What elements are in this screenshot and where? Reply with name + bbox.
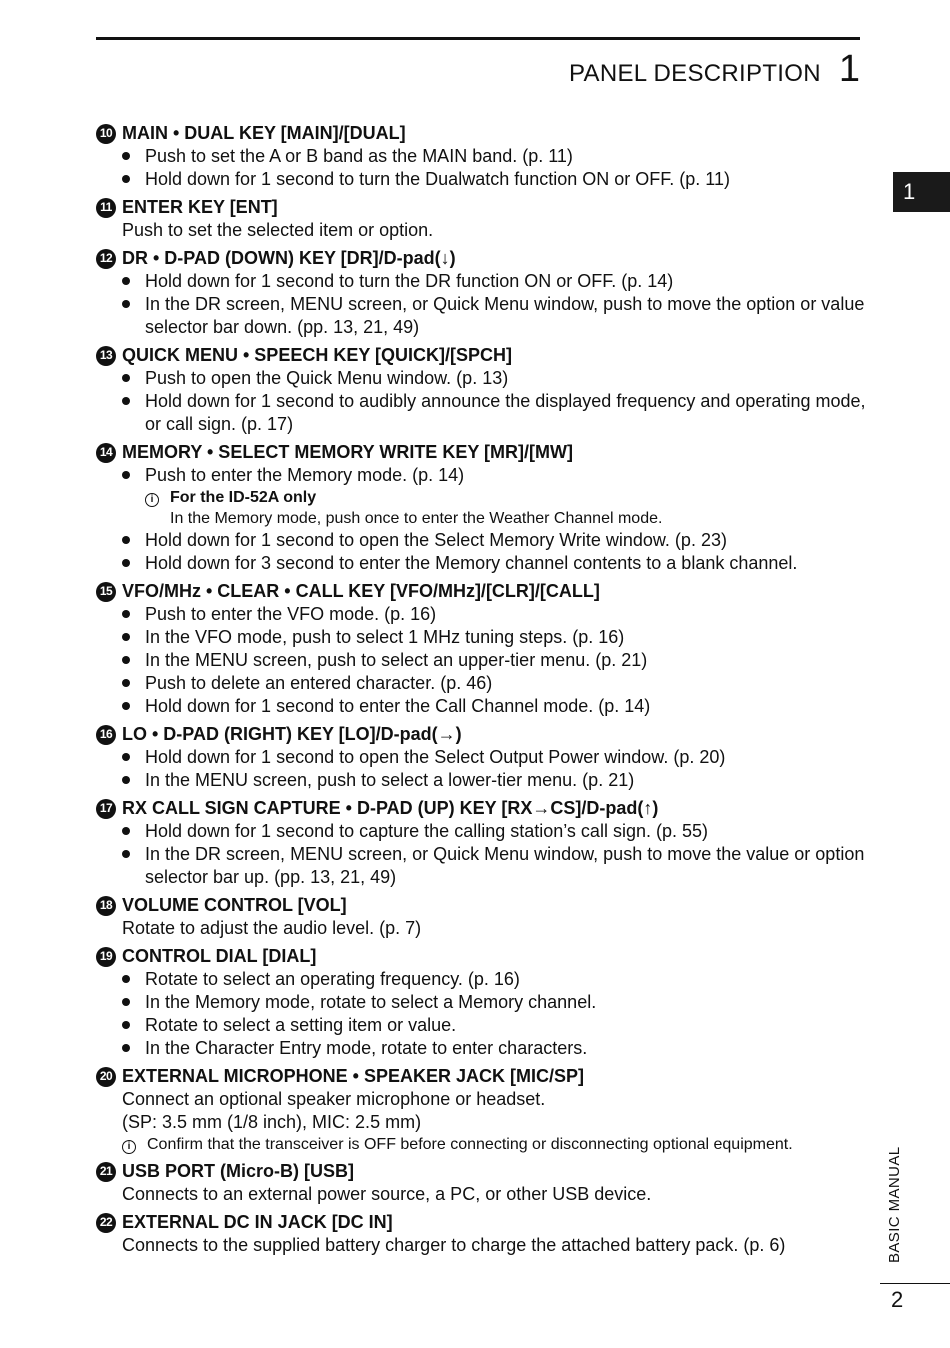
- bullet-text: Hold down for 3 second to enter the Memory channel contents to a blank channel.: [145, 553, 798, 573]
- item-text: Push to set the selected item or option.: [122, 220, 434, 240]
- bullet-text: Hold down for 1 second to enter the Call Channel mode. (p. 14): [145, 696, 651, 716]
- section-title: PANEL DESCRIPTION: [569, 60, 821, 87]
- bullet-text: Push to open the Quick Menu window. (p. 13): [145, 368, 509, 388]
- item-title: EXTERNAL DC IN JACK [DC IN]: [122, 1212, 393, 1232]
- bullet-text: Hold down for 1 second to audibly announce the displayed frequency and operating mode, or call sign. (p. 17): [145, 391, 866, 434]
- item-title: VOLUME CONTROL [VOL]: [122, 895, 347, 915]
- bullet-text: Push to set the A or B band as the MAIN band. (p. 11): [145, 146, 573, 166]
- item-number-badge: 19: [96, 947, 116, 967]
- bullet-icon: [122, 746, 145, 769]
- bullet-icon: [122, 270, 145, 293]
- bullet-text: Push to enter the Memory mode. (p. 14): [145, 465, 465, 485]
- item-number-badge: 16: [96, 725, 116, 745]
- bullet-text: In the Character Entry mode, rotate to enter characters.: [145, 1038, 588, 1058]
- panel-description-list: [96, 122, 866, 1262]
- bullet-icon: [122, 991, 145, 1014]
- page-number: 2: [891, 1287, 904, 1312]
- bullet-icon: [122, 1037, 145, 1060]
- bullet-icon: [122, 769, 145, 792]
- bullet-text: In the MENU screen, push to select an upper-tier menu. (p. 21): [145, 650, 648, 670]
- bullet-text: In the MENU screen, push to select a lower-tier menu. (p. 21): [145, 770, 635, 790]
- info-icon: i: [122, 1140, 136, 1154]
- item-title: RX CALL SIGN CAPTURE • D-PAD (UP) KEY [RX→CS]/D-pad(↑): [122, 798, 659, 818]
- bullet-icon: [122, 1014, 145, 1037]
- item-number-badge: 17: [96, 799, 116, 819]
- item-title: VFO/MHz • CLEAR • CALL KEY [VFO/MHz]/[CLR]/[CALL]: [122, 581, 600, 601]
- note-text: In the Memory mode, push once to enter the Weather Channel mode.: [170, 510, 663, 527]
- bullet-text: In the VFO mode, push to select 1 MHz tuning steps. (p. 16): [145, 627, 625, 647]
- model-note: [145, 487, 866, 529]
- item-title: CONTROL DIAL [DIAL]: [122, 946, 317, 966]
- bullet-icon: [122, 464, 145, 487]
- item-number-badge: 12: [96, 249, 116, 269]
- list-item: [96, 797, 866, 889]
- bullet-text: Hold down for 1 second to turn the DR function ON or OFF. (p. 14): [145, 271, 674, 291]
- item-text: Rotate to adjust the audio level. (p. 7): [122, 918, 422, 938]
- list-item: [96, 1160, 866, 1206]
- note-title: For the ID-52A only: [170, 489, 317, 506]
- bullet-icon: [122, 293, 145, 339]
- bullet-icon: [122, 626, 145, 649]
- item-number-badge: 18: [96, 896, 116, 916]
- list-item: [96, 1211, 866, 1257]
- list-item: [96, 1065, 866, 1155]
- footer-rule: [880, 1283, 950, 1284]
- bullet-icon: [122, 649, 145, 672]
- item-title: QUICK MENU • SPEECH KEY [QUICK]/[SPCH]: [122, 345, 512, 365]
- bullet-text: Hold down for 1 second to capture the calling station’s call sign. (p. 55): [145, 821, 708, 841]
- bullet-icon: [122, 529, 145, 552]
- item-title: DR • D-PAD (DOWN) KEY [DR]/D-pad(↓): [122, 248, 456, 268]
- item-title: EXTERNAL MICROPHONE • SPEAKER JACK [MIC/SP]: [122, 1066, 585, 1086]
- info-icon: i: [145, 493, 159, 507]
- list-item: [96, 344, 866, 436]
- item-title: MAIN • DUAL KEY [MAIN]/[DUAL]: [122, 123, 406, 143]
- item-text: Connect an optional speaker microphone or headset.: [122, 1089, 546, 1109]
- item-number-badge: 21: [96, 1162, 116, 1182]
- manual-label: BASIC MANUAL: [886, 1146, 903, 1263]
- item-title: ENTER KEY [ENT]: [122, 197, 278, 217]
- bullet-text: In the DR screen, MENU screen, or Quick Menu window, push to move the value or option selector bar up. (pp. 13, 21, 49): [145, 844, 865, 887]
- item-number-badge: 20: [96, 1067, 116, 1087]
- header-rule: [96, 37, 860, 40]
- list-item: [96, 894, 866, 940]
- item-number-badge: 10: [96, 124, 116, 144]
- item-text: (SP: 3.5 mm (1/8 inch), MIC: 2.5 mm): [122, 1112, 422, 1132]
- bullet-text: Hold down for 1 second to open the Select Output Power window. (p. 20): [145, 747, 726, 767]
- chapter-tab: 1: [893, 172, 950, 212]
- bullet-text: In the Memory mode, rotate to select a Memory channel.: [145, 992, 597, 1012]
- bullet-text: Push to delete an entered character. (p. 46): [145, 673, 493, 693]
- bullet-text: Hold down for 1 second to turn the Dualwatch function ON or OFF. (p. 11): [145, 169, 730, 189]
- bullet-icon: [122, 168, 145, 191]
- list-item: [96, 945, 866, 1060]
- bullet-icon: [122, 367, 145, 390]
- bullet-icon: [122, 820, 145, 843]
- item-number-badge: 22: [96, 1213, 116, 1233]
- bullet-text: Rotate to select a setting item or value.: [145, 1015, 457, 1035]
- item-number-badge: 11: [96, 198, 116, 218]
- list-item: [96, 580, 866, 718]
- list-item: [96, 196, 866, 242]
- list-item: [96, 441, 866, 575]
- list-item: [96, 247, 866, 339]
- bullet-icon: [122, 843, 145, 889]
- page-header: [569, 48, 860, 91]
- caution-note: [122, 1134, 866, 1155]
- bullet-icon: [122, 695, 145, 718]
- item-number-badge: 13: [96, 346, 116, 366]
- bullet-icon: [122, 672, 145, 695]
- chapter-number: 1: [838, 48, 860, 90]
- bullet-text: Hold down for 1 second to open the Select Memory Write window. (p. 23): [145, 530, 727, 550]
- list-item: [96, 723, 866, 792]
- bullet-text: Rotate to select an operating frequency. (p. 16): [145, 969, 520, 989]
- item-number-badge: 15: [96, 582, 116, 602]
- bullet-icon: [122, 145, 145, 168]
- bullet-icon: [122, 603, 145, 626]
- bullet-text: In the DR screen, MENU screen, or Quick Menu window, push to move the option or value selector bar down. (pp. 13, 21, 49): [145, 294, 865, 337]
- item-title: MEMORY • SELECT MEMORY WRITE KEY [MR]/[MW]: [122, 442, 573, 462]
- note-text: Confirm that the transceiver is OFF before connecting or disconnecting optional equipment.: [147, 1136, 793, 1153]
- bullet-icon: [122, 390, 145, 436]
- bullet-icon: [122, 968, 145, 991]
- bullet-text: Push to enter the VFO mode. (p. 16): [145, 604, 437, 624]
- item-title: LO • D-PAD (RIGHT) KEY [LO]/D-pad(→): [122, 724, 462, 744]
- list-item: [96, 122, 866, 191]
- item-title: USB PORT (Micro-B) [USB]: [122, 1161, 354, 1181]
- item-number-badge: 14: [96, 443, 116, 463]
- item-text: Connects to an external power source, a PC, or other USB device.: [122, 1184, 652, 1204]
- bullet-icon: [122, 552, 145, 575]
- item-text: Connects to the supplied battery charger to charge the attached battery pack. (p. 6): [122, 1235, 786, 1255]
